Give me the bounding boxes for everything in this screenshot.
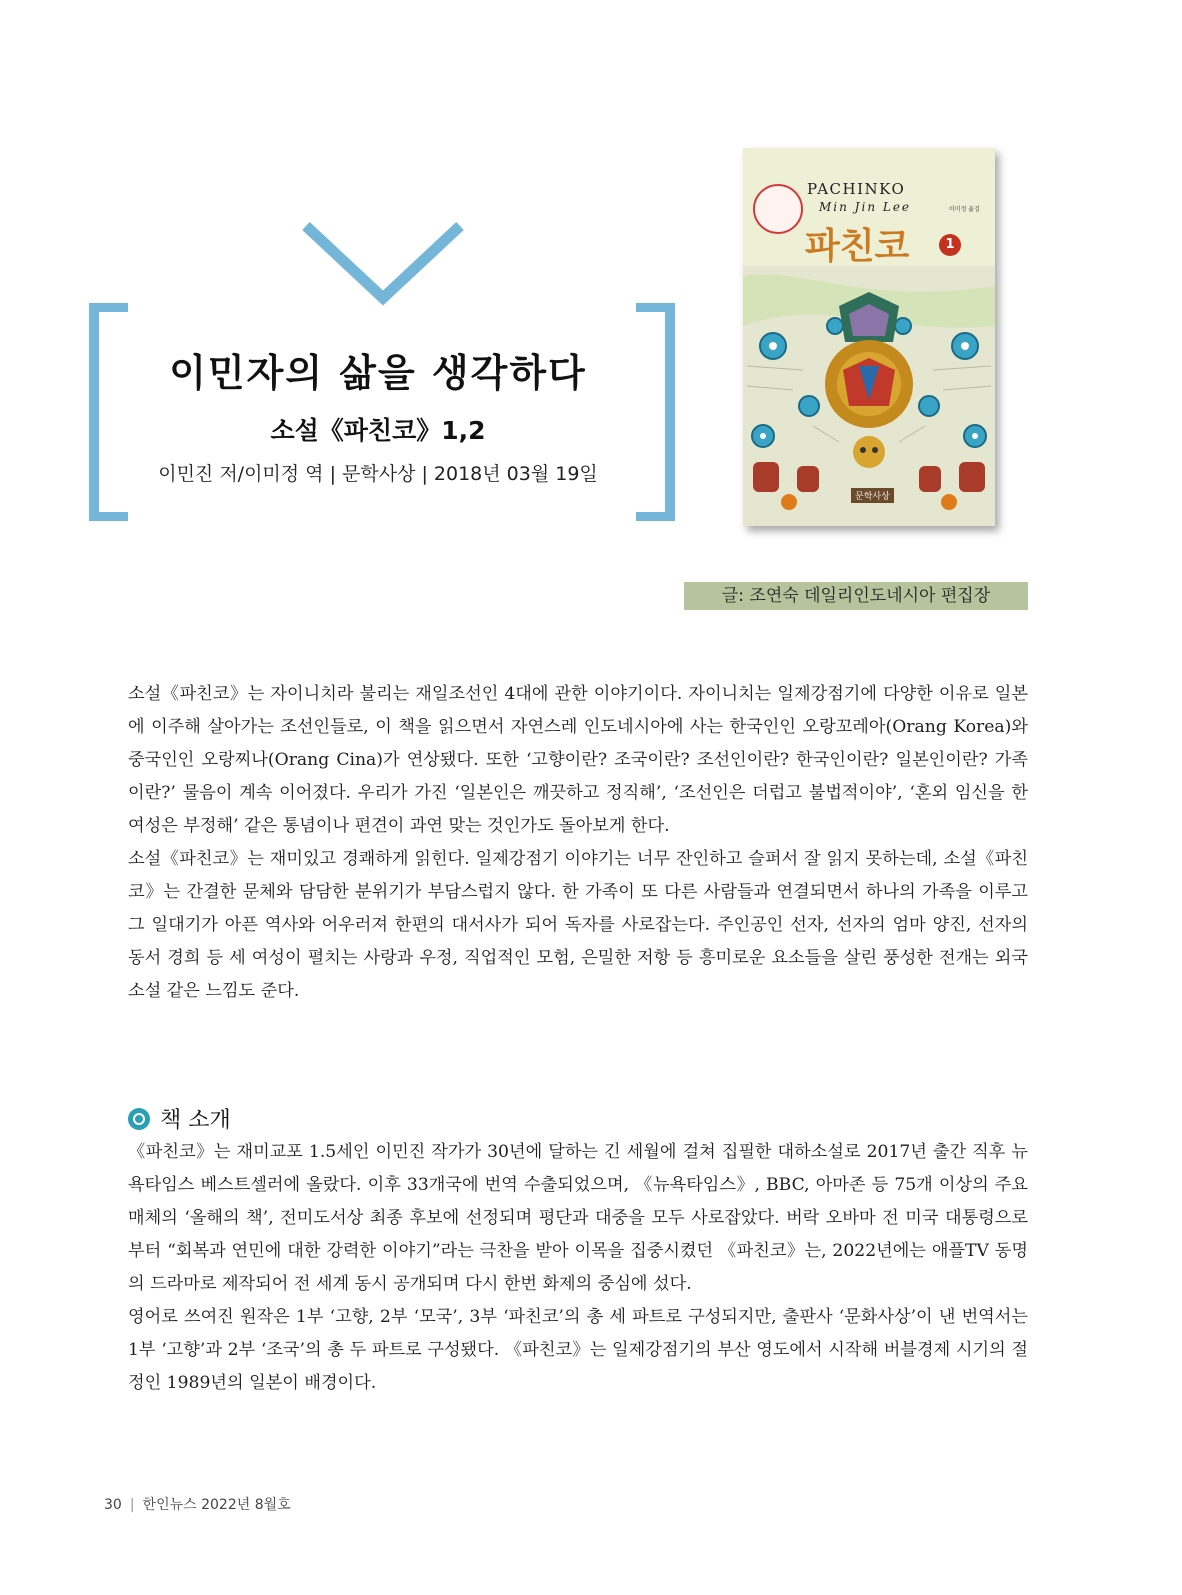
cover-publisher: 문학사상 [851, 488, 894, 503]
left-bracket-icon [88, 303, 132, 521]
byline: 글: 조연숙 데일리인도네시아 편집장 [684, 582, 1028, 610]
paragraph: 《파친코》는 재미교포 1.5세인 이민진 작가가 30년에 달하는 긴 세월에 걸쳐 집필한 대하소설로 2017년 출간 직후 뉴욕타임스 베스트셀러에 올랐다. 이후 33개국에 번역 수출되었으며, 《뉴욕타임스》, BBC, 아마존 등 75개 이상의 주요 매체의 ‘올해의 책’, 전미도서상 최종 후보에 선정되며 평단과 대중을 모두 사로잡았다. 버락 오바마 전 미국 대통령으로부터 “회복과 연민에 대한 강력한 이야기”라는 극찬을 받아 이목을 집중시켰던 《파친코》는, 2022년에는 애플TV 동명의 드라마로 제작되어 전 세계 동시 공개되며 다시 한번 화제의 중심에 섰다. [128, 1142, 1028, 1294]
paragraph: 영어로 쓰여진 원작은 1부 ‘고향, 2부 ‘모국’, 3부 ‘파친코’의 총 세 파트로 구성되지만, 출판사 ‘문화사상’이 낸 번역서는 1부 ‘고향’과 2부 ‘조국’의 총 두 파트로 구성됐다. 《파친코》는 일제강점기의 부산 영도에서 시작해 버블경제 시기의 절정인 1989년의 일본이 배경이다. [128, 1307, 1028, 1393]
cover-artwork [743, 266, 995, 526]
paragraph: 소설《파친코》는 재미있고 경쾌하게 읽힌다. 일제강점기 이야기는 너무 잔인하고 슬퍼서 잘 읽지 못하는데, 소설《파친코》는 간결한 문체와 담담한 분위기가 부담스럽지 않다. 한 가족이 또 다른 사람들과 연결되면서 하나의 가족을 이루고 그 일대기가 아픈 역사와 어우러져 한편의 대서사가 되어 독자를 사로잡는다. 주인공인 선자, 선자의 엄마 양진, 선자의 동서 경희 등 세 여성이 펼치는 사랑과 우정, 직업적인 모험, 은밀한 저항 등 흥미로운 요소들을 살린 풍성한 전개는 외국소설 같은 느낌도 준다. [128, 849, 1028, 1001]
section-heading [128, 1103, 231, 1134]
footer-divider: | [129, 1497, 135, 1513]
cover-author-en: Min Jin Lee [819, 200, 912, 214]
book-meta: 이민진 저/이미정 역 | 문학사상 | 2018년 03월 19일 [158, 463, 598, 485]
page-footer [104, 1494, 291, 1514]
book-intro-text [128, 1136, 1028, 1400]
book-cover [743, 148, 995, 526]
cover-title-ko: 파친코 [805, 225, 910, 267]
paragraph: 소설《파친코》는 자이니치라 불리는 재일조선인 4대에 관한 이야기이다. 자이니치는 일제강점기에 다양한 이유로 일본에 이주해 살아가는 조선인들로, 이 책을 읽으면서 자연스레 인도네시아에 사는 한국인인 오랑꼬레아(Orang Korea)와 중국인인 오랑찌나(Orang Cina)가 연상됐다. 또한 ‘고향이란? 조국이란? 조선인이란? 한국인이란? 일본인이란? 가족이란?’ 물음이 계속 이어졌다. 우리가 가진 ‘일본인은 깨끗하고 정직해’, ‘조선인은 더럽고 불법적이야’, ‘혼외 임신을 한 여성은 부정해’ 같은 통념이나 편견이 과연 맞는 것인가도 돌아보게 한다. [128, 684, 1028, 836]
book-subtitle: 소설《파친코》1,2 [270, 416, 486, 445]
bullet-target-icon [128, 1108, 150, 1130]
section-heading-label: 책 소개 [160, 1108, 231, 1133]
right-bracket-icon [632, 303, 676, 521]
page-title: 이민자의 삶을 생각하다 [169, 351, 587, 395]
award-seal-icon [753, 184, 803, 234]
title-block [128, 342, 628, 486]
cover-title-en: PACHINKO [807, 180, 906, 198]
chevron-down-icon [300, 222, 466, 306]
issue-label: 한인뉴스 2022년 8월호 [142, 1497, 291, 1513]
intro-text [128, 678, 1028, 1008]
cover-volume-badge: 1 [939, 234, 961, 256]
page-number: 30 [104, 1497, 122, 1513]
cover-translator: 이미정 옮김 [949, 206, 980, 213]
